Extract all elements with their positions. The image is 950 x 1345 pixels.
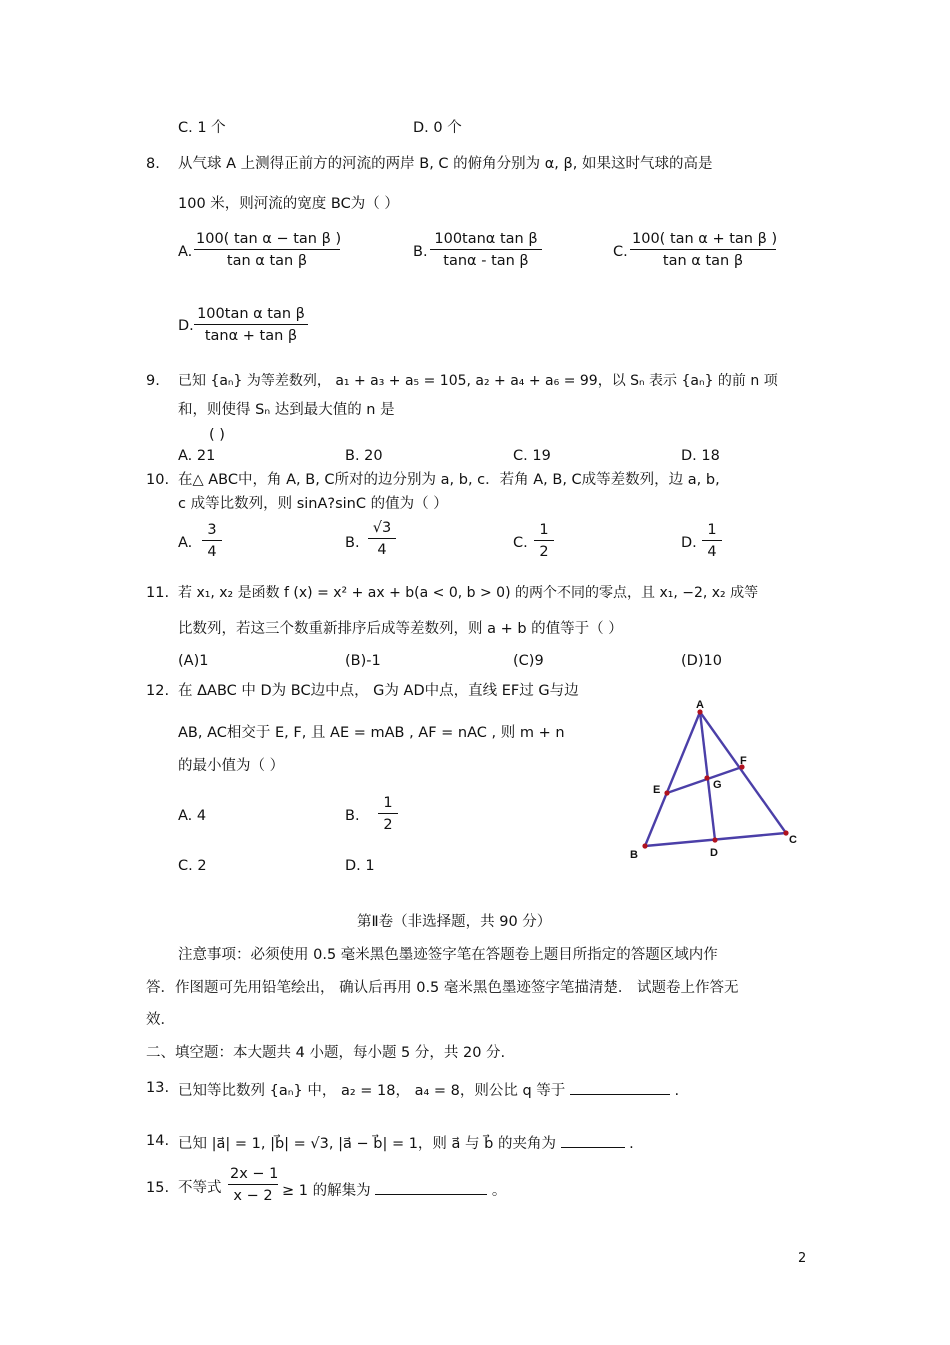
q14-number: 14.: [146, 1133, 170, 1149]
q8-number: 8.: [146, 156, 160, 172]
point-c: [783, 830, 788, 835]
q10-option-d-label: D.: [681, 535, 697, 551]
label-a: A: [696, 699, 704, 711]
q15-number: 15.: [146, 1180, 170, 1196]
q10-option-c-denominator: 2: [539, 544, 549, 560]
q15-fraction: [228, 1166, 278, 1204]
q8-stem-line1: 从气球 A 上测得正前方的河流的两岸 B, C 的俯角分别为 α, β, 如果这时气球的高是: [178, 156, 713, 172]
q12-triangle-figure: [620, 695, 810, 865]
q10-option-c-label: C.: [513, 535, 528, 551]
q10-option-d-numerator: 1: [702, 522, 722, 541]
q13-stem: [178, 1080, 679, 1100]
page-number: 2: [798, 1251, 807, 1266]
q12-stem-line1: 在 ΔABC 中 D为 BC边中点， G为 AD中点，直线 EF过 G与边: [178, 683, 579, 699]
q15-text: ≥ 1 的解集为: [282, 1183, 371, 1199]
q15-answer-blank[interactable]: [375, 1180, 487, 1195]
part2-title: 第Ⅱ卷（非选择题，共 90 分）: [357, 914, 552, 930]
q11-option-d: (D)10: [681, 653, 722, 669]
q10-option-a-label: A.: [178, 535, 193, 551]
q14-stem: [178, 1133, 634, 1153]
q10-number: 10.: [146, 472, 170, 488]
q11-stem-line2: 比数列，若这三个数重新排序后成等差数列，则 a + b 的值等于（ ）: [178, 621, 623, 637]
q10-option-a-denominator: 4: [207, 544, 217, 560]
q10-option-b-label: B.: [345, 535, 360, 551]
q15-prefix: 不等式: [178, 1180, 222, 1196]
q12-option-c: C. 2: [178, 858, 207, 874]
q14-end: .: [629, 1136, 634, 1152]
point-e: [664, 790, 669, 795]
q11-option-b: (B)-1: [345, 653, 381, 669]
q13-end: .: [674, 1083, 680, 1099]
q9-option-a: A. 21: [178, 448, 216, 464]
q13-text: 已知等比数列 {aₙ} 中， a₂ = 18， a₄ = 8，则公比 q 等于: [178, 1083, 566, 1099]
point-d: [712, 837, 717, 842]
q12-stem-line2: AB, AC相交于 E, F, 且 AE = mAB , AF = nAC , 则 m + n: [178, 725, 565, 741]
q10-option-c-fraction: [534, 522, 554, 560]
point-b: [642, 843, 647, 848]
q9-option-d: D. 18: [681, 448, 720, 464]
label-f: F: [740, 755, 747, 767]
label-b: B: [630, 849, 638, 861]
q11-stem-line1: 若 x₁, x₂ 是函数 f (x) = x² + ax + b(a < 0, b > 0) 的两个不同的零点，且 x₁, −2, x₂ 成等: [178, 585, 759, 601]
q12-option-b-label: B.: [345, 808, 360, 824]
q8-option-a-label: A.: [178, 244, 193, 260]
q8-option-b-label: B.: [413, 244, 428, 260]
label-c: C: [789, 834, 797, 846]
part2-notice-line2: 答．作图题可先用铅笔绘出， 确认后再用 0.5 毫米黑色墨迹签字笔描清楚． 试题卷上作答无: [146, 980, 739, 996]
q9-option-b: B. 20: [345, 448, 383, 464]
q11-option-a: (A)1: [178, 653, 209, 669]
q13-number: 13.: [146, 1080, 170, 1096]
q9-number: 9.: [146, 373, 160, 389]
q15-denominator: x − 2: [233, 1188, 273, 1204]
label-d: D: [710, 847, 718, 859]
label-g: G: [713, 779, 722, 791]
q8-option-b-fraction: [430, 231, 542, 269]
q9-stem-line2: 和，则使得 Sₙ 达到最大值的 n 是: [178, 402, 395, 418]
q7-option-d: D. 0 个: [413, 120, 462, 136]
q9-answer-paren: ( ): [209, 427, 225, 443]
q8-option-b-numerator: 100tanα tan β: [430, 231, 542, 250]
q11-option-c: (C)9: [513, 653, 544, 669]
q10-option-d-fraction: [702, 522, 722, 560]
q8-option-c-label: C.: [613, 244, 628, 260]
q12-option-d: D. 1: [345, 858, 375, 874]
part2-notice-line3: 效．: [146, 1012, 175, 1028]
q12-option-a: A. 4: [178, 808, 207, 824]
q12-option-b-fraction: [378, 795, 398, 833]
q10-option-d-denominator: 4: [707, 544, 717, 560]
q12-option-b-numerator: 1: [378, 795, 398, 814]
q7-option-c: C. 1 个: [178, 120, 226, 136]
q14-answer-blank[interactable]: [561, 1133, 625, 1148]
q9-option-c: C. 19: [513, 448, 551, 464]
q15-numerator: 2x − 1: [228, 1166, 278, 1185]
q8-option-a-numerator: 100( tan α − tan β ): [194, 231, 340, 250]
segment-ef: [667, 767, 742, 793]
q10-stem-line2: c 成等比数列，则 sinA?sinC 的值为（ ）: [178, 496, 448, 512]
section2-heading: 二、填空题：本大题共 4 小题，每小题 5 分，共 20 分.: [146, 1045, 506, 1061]
q10-option-b-fraction: [368, 520, 396, 558]
q8-option-d-numerator: 100tan α tan β: [194, 306, 308, 325]
q12-option-b-denominator: 2: [383, 817, 393, 833]
q8-option-d-denominator: tanα + tan β: [204, 328, 298, 344]
q12-stem-line3: 的最小值为（ ）: [178, 758, 285, 774]
q10-option-c-numerator: 1: [534, 522, 554, 541]
q8-option-a-denominator: tan α tan β: [226, 253, 308, 269]
segment-ab: [645, 712, 700, 846]
q10-stem-line1: 在△ ABC中，角 A, B, C所对的边分别为 a, b, c．若角 A, B, C成等差数列，边 a, b,: [178, 472, 720, 488]
label-e: E: [653, 784, 661, 796]
q10-option-b-denominator: 4: [377, 542, 387, 558]
q10-option-a-numerator: 3: [202, 522, 222, 541]
q8-option-d-fraction: [194, 306, 308, 344]
q8-option-c-denominator: tan α tan β: [662, 253, 744, 269]
q8-option-c-fraction: [630, 231, 776, 269]
q8-stem-line2: 100 米，则河流的宽度 BC为（ ）: [178, 196, 399, 212]
q8-option-b-denominator: tanα - tan β: [443, 253, 529, 269]
q8-option-a-fraction: [194, 231, 340, 269]
point-g: [704, 775, 709, 780]
q11-number: 11.: [146, 585, 170, 601]
q8-option-c-numerator: 100( tan α + tan β ): [630, 231, 776, 250]
q10-option-a-fraction: [202, 522, 222, 560]
q14-text: 已知 |a⃗| = 1, |b⃗| = √3, |a⃗ − b⃗| = 1，则 a⃗ 与 b⃗ 的夹角为: [178, 1136, 556, 1152]
q13-answer-blank[interactable]: [570, 1080, 670, 1095]
q15-end: 。: [491, 1183, 507, 1199]
q15-suffix: [282, 1180, 506, 1200]
q12-number: 12.: [146, 683, 170, 699]
q9-stem-line1: 已知 {aₙ} 为等差数列， a₁ + a₃ + a₅ = 105, a₂ + a₄ + a₆ = 99，以 Sₙ 表示 {aₙ} 的前 n 项: [178, 373, 778, 389]
q8-option-d-label: D.: [178, 318, 194, 334]
part2-notice-line1: 注意事项：必须使用 0.5 毫米黑色墨迹签字笔在答题卷上题目所指定的答题区域内作: [178, 947, 718, 963]
q10-option-b-numerator: √3: [368, 520, 396, 539]
